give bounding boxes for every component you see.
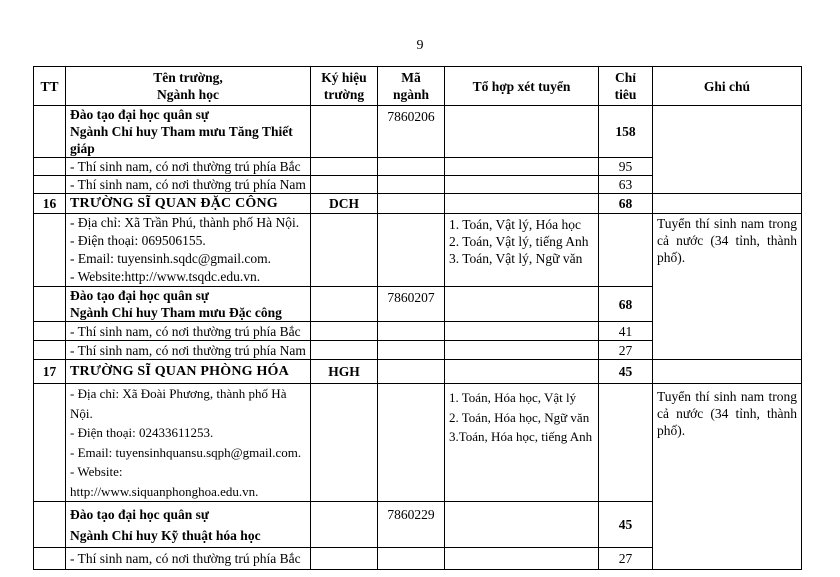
admission-table	[33, 66, 802, 570]
cell-code	[378, 360, 445, 384]
header-code-line2: ngành	[392, 87, 430, 102]
cell-quota	[599, 214, 653, 287]
program-code: 7860229	[378, 502, 445, 548]
cell-note	[653, 360, 802, 384]
cell-code	[378, 384, 445, 502]
combo-item: 2. Toán, Vật lý, tiếng Anh	[449, 234, 589, 249]
cell-tt	[34, 502, 66, 548]
cell-tt	[34, 176, 66, 194]
cell-combos	[445, 360, 599, 384]
table-row	[34, 106, 802, 158]
cell-symbol	[311, 214, 378, 287]
cell-code	[378, 158, 445, 176]
cell-symbol	[311, 548, 378, 570]
cell-combos	[445, 502, 599, 548]
contact-row	[34, 384, 802, 502]
header-symbol	[311, 67, 378, 106]
school-quota: 45	[599, 360, 653, 384]
program-line1: Đào tạo đại học quân sự	[70, 288, 210, 303]
header-school-name-line1: Tên trường,	[153, 70, 223, 85]
website: - Website:http://www.tsqdc.edu.vn.	[70, 269, 261, 284]
cell-code	[378, 194, 445, 214]
program-line2: Ngành Chỉ huy Tham mưu Đặc công	[70, 305, 282, 320]
header-symbol-line2: trường	[323, 87, 365, 102]
program-quota: 158	[599, 106, 653, 158]
header-note: Ghi chú	[653, 67, 802, 106]
cell-symbol	[311, 287, 378, 322]
cell-symbol	[311, 384, 378, 502]
cell-symbol	[311, 341, 378, 360]
program-code: 7860207	[378, 287, 445, 322]
header-quota-line2: tiêu	[614, 87, 637, 102]
header-code-line1: Mã	[401, 70, 421, 85]
cell-combos	[445, 548, 599, 570]
program-line1: Đào tạo đại học quân sự	[70, 107, 210, 122]
school-row	[34, 360, 802, 384]
north-label: - Thí sinh nam, có nơi thường trú phía Bắc	[66, 548, 311, 570]
north-quota: 41	[599, 322, 653, 341]
south-quota: 27	[599, 341, 653, 360]
north-label: - Thí sinh nam, có nơi thường trú phía Bắc	[66, 322, 311, 341]
school-tt: 16	[34, 194, 66, 214]
email: - Email: tuyensinh.sqdc@gmail.com.	[70, 251, 272, 266]
school-symbol: HGH	[311, 360, 378, 384]
combo-item: 1. Toán, Hóa học, Vật lý	[449, 390, 577, 405]
school-tt: 17	[34, 360, 66, 384]
cell-code	[378, 322, 445, 341]
program-line1: Đào tạo đại học quân sự	[70, 506, 210, 522]
cell-tt	[34, 548, 66, 570]
website: - Website: http://www.siquanphonghoa.edu.vn.	[70, 464, 259, 499]
header-quota-line1: Chỉ	[614, 70, 636, 85]
address: - Địa chỉ: Xã Trần Phú, thành phố Hà Nội.	[70, 215, 300, 230]
cell-note	[653, 106, 802, 194]
program-quota: 45	[599, 502, 653, 548]
cell-combos	[445, 176, 599, 194]
cell-symbol	[311, 158, 378, 176]
phone: - Điện thoại: 02433611253.	[70, 425, 214, 440]
cell-tt	[34, 287, 66, 322]
cell-combos	[445, 341, 599, 360]
note: Tuyển thí sinh nam trong cả nước (34 tỉnh, thành phố).	[653, 384, 802, 570]
cell-tt	[34, 322, 66, 341]
school-quota: 68	[599, 194, 653, 214]
school-row	[34, 194, 802, 214]
header-combos: Tổ hợp xét tuyển	[445, 67, 599, 106]
program-code: 7860206	[378, 106, 445, 158]
cell-code	[378, 176, 445, 194]
cell-combos	[445, 194, 599, 214]
program-line2: Ngành Chỉ huy Kỹ thuật hóa học	[70, 527, 261, 543]
cell-note	[653, 194, 802, 214]
program-name	[66, 287, 311, 322]
school-name: TRƯỜNG SĨ QUAN PHÒNG HÓA	[66, 360, 311, 384]
cell-code	[378, 548, 445, 570]
combo-item: 2. Toán, Hóa học, Ngữ văn	[449, 409, 590, 425]
cell-symbol	[311, 322, 378, 341]
south-quota: 63	[599, 176, 653, 194]
cell-symbol	[311, 106, 378, 158]
page-number: 9	[416, 38, 424, 53]
program-name	[66, 106, 311, 158]
combo-item: 3. Toán, Vật lý, Ngữ văn	[449, 251, 583, 266]
cell-symbol	[311, 502, 378, 548]
contact-info	[66, 384, 311, 502]
phone: - Điện thoại: 069506155.	[70, 233, 206, 248]
cell-code	[378, 214, 445, 287]
program-quota: 68	[599, 287, 653, 322]
header-school-name	[66, 67, 311, 106]
combos	[445, 384, 599, 502]
header-row	[34, 67, 802, 106]
cell-combos	[445, 287, 599, 322]
address: - Địa chỉ: Xã Đoài Phương, thành phố Hà Nội.	[70, 386, 287, 421]
south-label: - Thí sinh nam, có nơi thường trú phía Nam	[66, 176, 311, 194]
cell-tt	[34, 214, 66, 287]
cell-combos	[445, 322, 599, 341]
school-symbol: DCH	[311, 194, 378, 214]
email: - Email: tuyensinhquansu.sqph@gmail.com.	[70, 444, 302, 460]
cell-combos	[445, 158, 599, 176]
cell-tt	[34, 384, 66, 502]
contact-row	[34, 214, 802, 287]
contact-info	[66, 214, 311, 287]
cell-tt	[34, 158, 66, 176]
cell-code	[378, 341, 445, 360]
cell-tt	[34, 341, 66, 360]
combos	[445, 214, 599, 287]
school-name: TRƯỜNG SĨ QUAN ĐẶC CÔNG	[66, 194, 311, 214]
header-symbol-line1: Ký hiệu	[321, 70, 367, 85]
header-tt: TT	[34, 67, 66, 106]
header-quota	[599, 67, 653, 106]
program-name	[66, 502, 311, 548]
header-code	[378, 67, 445, 106]
header-school-name-line2: Ngành học	[157, 87, 219, 102]
program-line2: Ngành Chỉ huy Tham mưu Tăng Thiết giáp	[70, 124, 293, 156]
cell-quota	[599, 384, 653, 502]
cell-combos	[445, 106, 599, 158]
note: Tuyển thí sinh nam trong cả nước (34 tỉnh, thành phố).	[653, 214, 802, 360]
south-label: - Thí sinh nam, có nơi thường trú phía Nam	[66, 341, 311, 360]
combo-item: 1. Toán, Vật lý, Hóa học	[449, 217, 582, 232]
cell-tt	[34, 106, 66, 158]
north-quota: 95	[599, 158, 653, 176]
north-label: - Thí sinh nam, có nơi thường trú phía Bắc	[66, 158, 311, 176]
combo-item: 3.Toán, Hóa học, tiếng Anh	[449, 429, 593, 444]
north-quota: 27	[599, 548, 653, 570]
cell-symbol	[311, 176, 378, 194]
